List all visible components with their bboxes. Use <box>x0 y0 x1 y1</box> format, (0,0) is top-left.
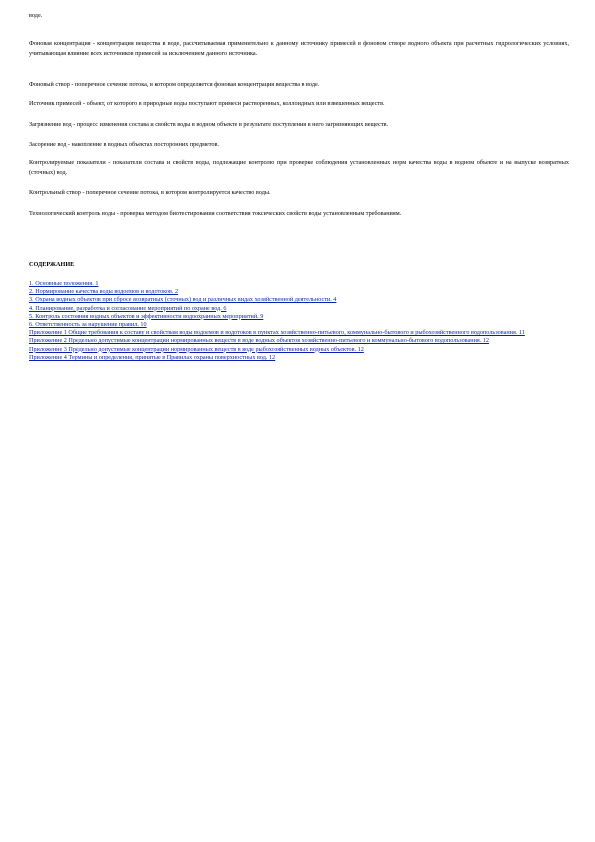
table-of-contents <box>29 280 569 362</box>
paragraph-water-pollution: Загрязнение вод - процесс изменения состава и свойств воды в водном объекте в результате поступления в него загрязняющих веществ. <box>29 121 389 128</box>
paragraph-background-concentration: Фоновая концентрация - концентрация вещества в воде, рассчитываемая применительно к данному источнику примесей в фоновом створе водного объекта при расчетных гидрологических условиях, учитывающая влияние всех источников примесей за исключением данного источника. <box>29 40 569 58</box>
toc-link-4[interactable]: 4. Планирование, разработка и согласование мероприятий по охране вод. 6 <box>29 304 227 312</box>
paragraph-controlled-indicators: Контролируемые показатели - показатели состава и свойств воды, подлежащие контролю при проверке соблюдения установленных норм качества воды в водном объекте и на выпуске возвратных (сточных) вод. <box>29 159 569 177</box>
toc-title: СОДЕРЖАНИЕ <box>29 261 75 268</box>
toc-link-appendix-1[interactable]: Приложение 1 Общие требования к составу и свойствам воды водоемов и водотоков в пунктах хозяйственно-питьевого, коммунально-бытового и рыбохозяйственного водопользования. 11 <box>29 329 525 337</box>
paragraph-impurity-source: Источник примесей - объект, от которого в природные воды поступают примеси растворенных, коллоидных или взвешенных веществ. <box>29 100 385 107</box>
paragraph-fragment-water: воде. <box>29 12 43 19</box>
toc-link-appendix-2[interactable]: Приложение 2 Предельно допустимые концентрации нормированных веществ в воде водных объектов хозяйственно-питьевого и коммунально-бытового водопользования. 12 <box>29 337 490 345</box>
toc-link-appendix-3[interactable]: Приложение 3 Предельно допустимые концентрации нормированных веществ в воде рыбохозяйственных водных объектов. 12 <box>29 345 364 353</box>
toc-link-2[interactable]: 2. Нормирование качества воды водоемов и водотоков. 2 <box>29 288 179 296</box>
toc-link-3[interactable]: 3. Охрана водных объектов при сбросе возвратных (сточных) вод и различных видах хозяйственной деятельности. 4 <box>29 296 337 304</box>
toc-link-appendix-4[interactable]: Приложение 4 Термины и определения, принятые в Правилах охраны поверхностных вод. 12 <box>29 353 276 361</box>
paragraph-control-section: Контрольный створ - поперечное сечение потока, в котором контролируется качество воды. <box>29 189 271 196</box>
toc-link-1[interactable]: 1. Основные положения. 1 <box>29 280 99 287</box>
toc-link-6[interactable]: 6. Ответственность за нарушение правил. 10 <box>29 321 147 329</box>
paragraph-background-section: Фоновый створ - поперечное сечение потока, в котором определяется фоновая концентрация вещества в воде. <box>29 81 320 88</box>
toc-link-5[interactable]: 5. Контроль состояния водных объектов и эффективности водоохранных мероприятий. 9 <box>29 312 264 320</box>
paragraph-water-littering: Засорение вод - накопление в водных объектах посторонних предметов. <box>29 141 219 148</box>
paragraph-technological-control: Технологический контроль воды - проверка методом биотестирования соответствия токсических свойств воды установленным требованиям. <box>29 210 402 217</box>
